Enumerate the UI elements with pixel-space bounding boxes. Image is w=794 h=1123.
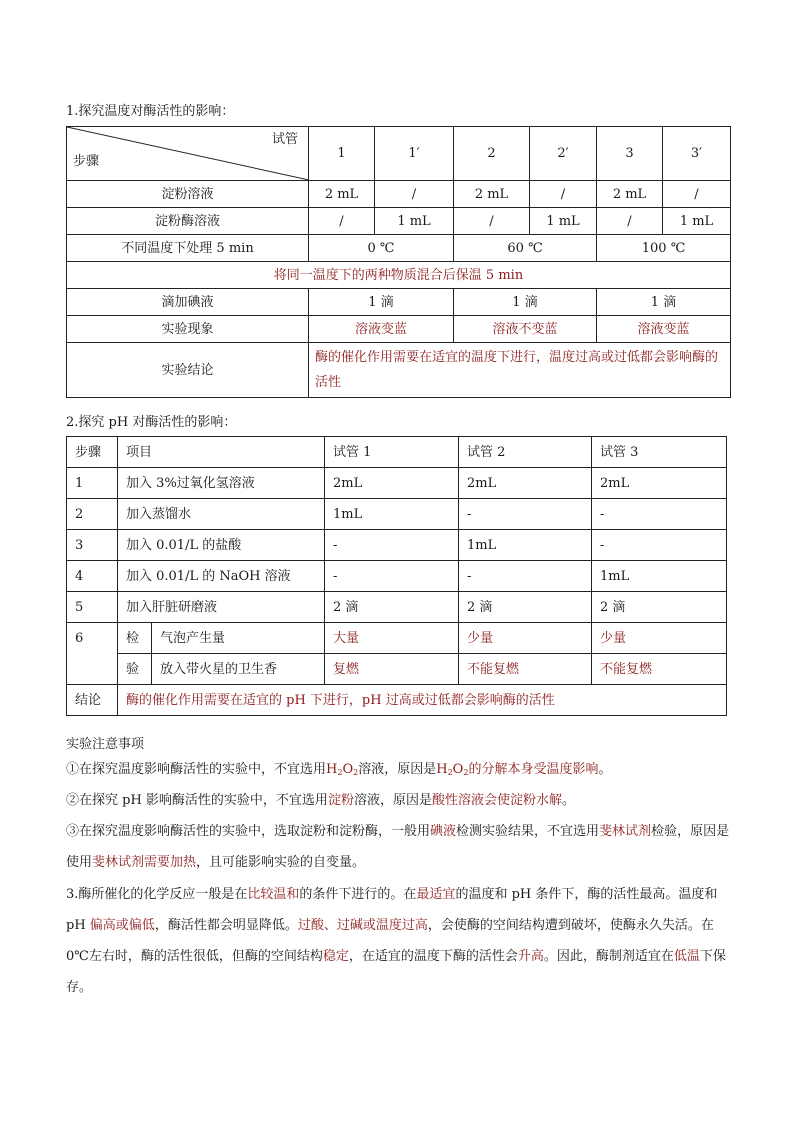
tube-header: 2 [454, 127, 530, 181]
cell: 2 滴 [325, 592, 459, 623]
cell: / [530, 181, 597, 208]
step: 4 [67, 561, 118, 592]
formula [436, 762, 598, 777]
cell: - [459, 561, 592, 592]
cell: 1mL [459, 530, 592, 561]
step: 3 [67, 530, 118, 561]
text: H [436, 762, 448, 777]
text: 。 [598, 762, 612, 777]
cell: 0 ℃ [309, 235, 454, 262]
text: 溶液，原因是 [358, 762, 437, 777]
cell: 1mL [592, 561, 727, 592]
text: O [342, 762, 354, 777]
table-row [67, 499, 727, 530]
cell: 少量 [592, 623, 727, 654]
cell: / [375, 181, 454, 208]
cell: 不能复燃 [592, 654, 727, 685]
row-label: 不同温度下处理 5 min [67, 235, 309, 262]
cell: / [454, 208, 530, 235]
row-label: 淀粉溶液 [67, 181, 309, 208]
item: 加入 0.01/L 的 NaOH 溶液 [118, 561, 325, 592]
tube-header: 2′ [530, 127, 597, 181]
table-row [67, 343, 731, 398]
table-row [67, 592, 727, 623]
table-row [67, 561, 727, 592]
cell: 少量 [459, 623, 592, 654]
header-step-label: 步骤 [73, 154, 100, 169]
table-row [67, 623, 727, 654]
highlight: 偏高或偏低 [89, 918, 155, 933]
cell: 不能复燃 [459, 654, 592, 685]
text: ，且可能影响实验的自变量。 [196, 855, 366, 870]
text: 的温度和 pH 条件下，酶的活性最高。温度和 pH [66, 887, 718, 933]
cell: / [309, 208, 375, 235]
header-item: 项目 [118, 437, 325, 468]
subscript: 2 [353, 768, 359, 777]
highlight: 过酸、过碱或温度过高 [297, 918, 428, 933]
cell: 溶液变蓝 [309, 316, 454, 343]
item: 加入 3%过氧化氢溶液 [118, 468, 325, 499]
cell: 大量 [325, 623, 459, 654]
diagonal-header-cell [67, 127, 309, 181]
item: 气泡产生量 [152, 623, 325, 654]
table-row [67, 654, 727, 685]
table-row [67, 181, 731, 208]
subscript: 2 [447, 768, 453, 777]
cell: 2mL [592, 468, 727, 499]
text: H [326, 762, 338, 777]
cell: 溶液不变蓝 [454, 316, 597, 343]
cell: 1 滴 [454, 289, 597, 316]
check-label: 检 [118, 623, 152, 654]
text: 溶液，原因是 [353, 793, 432, 808]
text: ，酶活性都会明显降低。 [154, 918, 298, 933]
cell: - [459, 499, 592, 530]
subscript: 2 [337, 768, 343, 777]
conclusion-text: 酶的催化作用需要在适宜的 pH 下进行，pH 过高或过低都会影响酶的活性 [118, 685, 727, 716]
text: 。因此，酶制剂适宜在 [543, 949, 674, 964]
tube-header: 1 [309, 127, 375, 181]
row-label: 滴加碘液 [67, 289, 309, 316]
text: 检测实验结果，不宜选用 [456, 824, 600, 839]
tube-header: 1′ [375, 127, 454, 181]
text: ③在探究温度影响酶活性的实验中，选取淀粉和淀粉酶，一般用 [66, 824, 431, 839]
temperature-experiment-table [66, 126, 731, 398]
highlight: 升高 [517, 949, 544, 964]
table-row [67, 208, 731, 235]
highlight: 碘液 [430, 824, 457, 839]
table-row [67, 685, 727, 716]
highlight: 斐林试剂 [599, 824, 652, 839]
cell: 1 滴 [309, 289, 454, 316]
item: 加入肝脏研磨液 [118, 592, 325, 623]
table-row [67, 289, 731, 316]
section3-paragraph [66, 879, 730, 1003]
cell: 溶液变蓝 [597, 316, 731, 343]
header-tube: 试管 2 [459, 437, 592, 468]
item: 加入 0.01/L 的盐酸 [118, 530, 325, 561]
header-tube-label: 试管 [271, 132, 298, 147]
table-row [67, 437, 727, 468]
highlight: 稳定 [322, 949, 349, 964]
cell: 2 滴 [592, 592, 727, 623]
text: ②在探究 pH 影响酶活性的实验中，不宜选用 [66, 793, 328, 808]
cell: 1mL [325, 499, 459, 530]
note-1 [66, 754, 730, 788]
highlight: 比较温和 [247, 887, 300, 902]
note-3 [66, 816, 730, 878]
text: 的分解本身受温度影响 [468, 762, 599, 777]
table-row [67, 262, 731, 289]
header-step: 步骤 [67, 437, 118, 468]
step: 5 [67, 592, 118, 623]
item: 放入带火星的卫生香 [152, 654, 325, 685]
subscript: 2 [463, 768, 469, 777]
step: 2 [67, 499, 118, 530]
highlight: 斐林试剂需要加热 [92, 855, 197, 870]
cell: - [325, 561, 459, 592]
cell: 2 mL [454, 181, 530, 208]
highlight: 淀粉 [327, 793, 354, 808]
table-row [67, 530, 727, 561]
note-2 [66, 785, 730, 816]
cell: 复燃 [325, 654, 459, 685]
section2-title: 2.探究 pH 对酶活性的影响： [66, 415, 237, 430]
cell: 60 ℃ [454, 235, 597, 262]
cell: 1 mL [375, 208, 454, 235]
cell: 2mL [325, 468, 459, 499]
text: ，会使酶的空间结构遭到破坏，使酶永久失活。在 0℃左右时，酶的活性很低，但酶的空间结构 [66, 918, 714, 964]
cell: 1 滴 [597, 289, 731, 316]
text: ①在探究温度影响酶活性的实验中，不宜选用 [66, 762, 327, 777]
text: 3.酶所催化的化学反应一般是在 [66, 887, 248, 902]
cell: - [325, 530, 459, 561]
header-tube: 试管 1 [325, 437, 459, 468]
row-label: 淀粉酶溶液 [67, 208, 309, 235]
check-label: 验 [118, 654, 152, 685]
cell: 2 mL [309, 181, 375, 208]
highlight: 最适宜 [416, 887, 456, 902]
cell: 1 mL [663, 208, 731, 235]
item: 加入蒸馏水 [118, 499, 325, 530]
text: 下保存。 [66, 949, 726, 995]
text: O [452, 762, 464, 777]
cell: 100 ℃ [597, 235, 731, 262]
step: 6 [67, 623, 118, 685]
cell: 2 滴 [459, 592, 592, 623]
section1-title: 1.探究温度对酶活性的影响： [66, 104, 235, 119]
cell: - [592, 499, 727, 530]
highlight: 酸性溶液会使淀粉水解 [431, 793, 562, 808]
formula [326, 762, 358, 777]
highlight: 低温 [673, 949, 700, 964]
cell: 2 mL [597, 181, 663, 208]
table-row [67, 468, 727, 499]
header-tube: 试管 3 [592, 437, 727, 468]
notes-title: 实验注意事项 [66, 737, 145, 752]
cell: - [592, 530, 727, 561]
table-row [67, 235, 731, 262]
table-row [67, 316, 731, 343]
row-label: 实验现象 [67, 316, 309, 343]
text: 。 [561, 793, 575, 808]
cell: / [663, 181, 731, 208]
step: 1 [67, 468, 118, 499]
conclusion-text: 酶的催化作用需要在适宜的温度下进行，温度过高或过低都会影响酶的活性 [309, 343, 731, 398]
text: 检验，原因是使用 [66, 824, 730, 870]
text: 的条件下进行的。在 [299, 887, 417, 902]
text: ，在适宜的温度下酶的活性会 [348, 949, 518, 964]
cell: 2mL [459, 468, 592, 499]
cell: / [597, 208, 663, 235]
row-label: 实验结论 [67, 343, 309, 398]
ph-experiment-table [66, 436, 727, 716]
mix-instruction: 将同一温度下的两种物质混合后保温 5 min [67, 262, 731, 289]
conclusion-label: 结论 [67, 685, 118, 716]
cell: 1 mL [530, 208, 597, 235]
tube-header: 3 [597, 127, 663, 181]
tube-header: 3′ [663, 127, 731, 181]
